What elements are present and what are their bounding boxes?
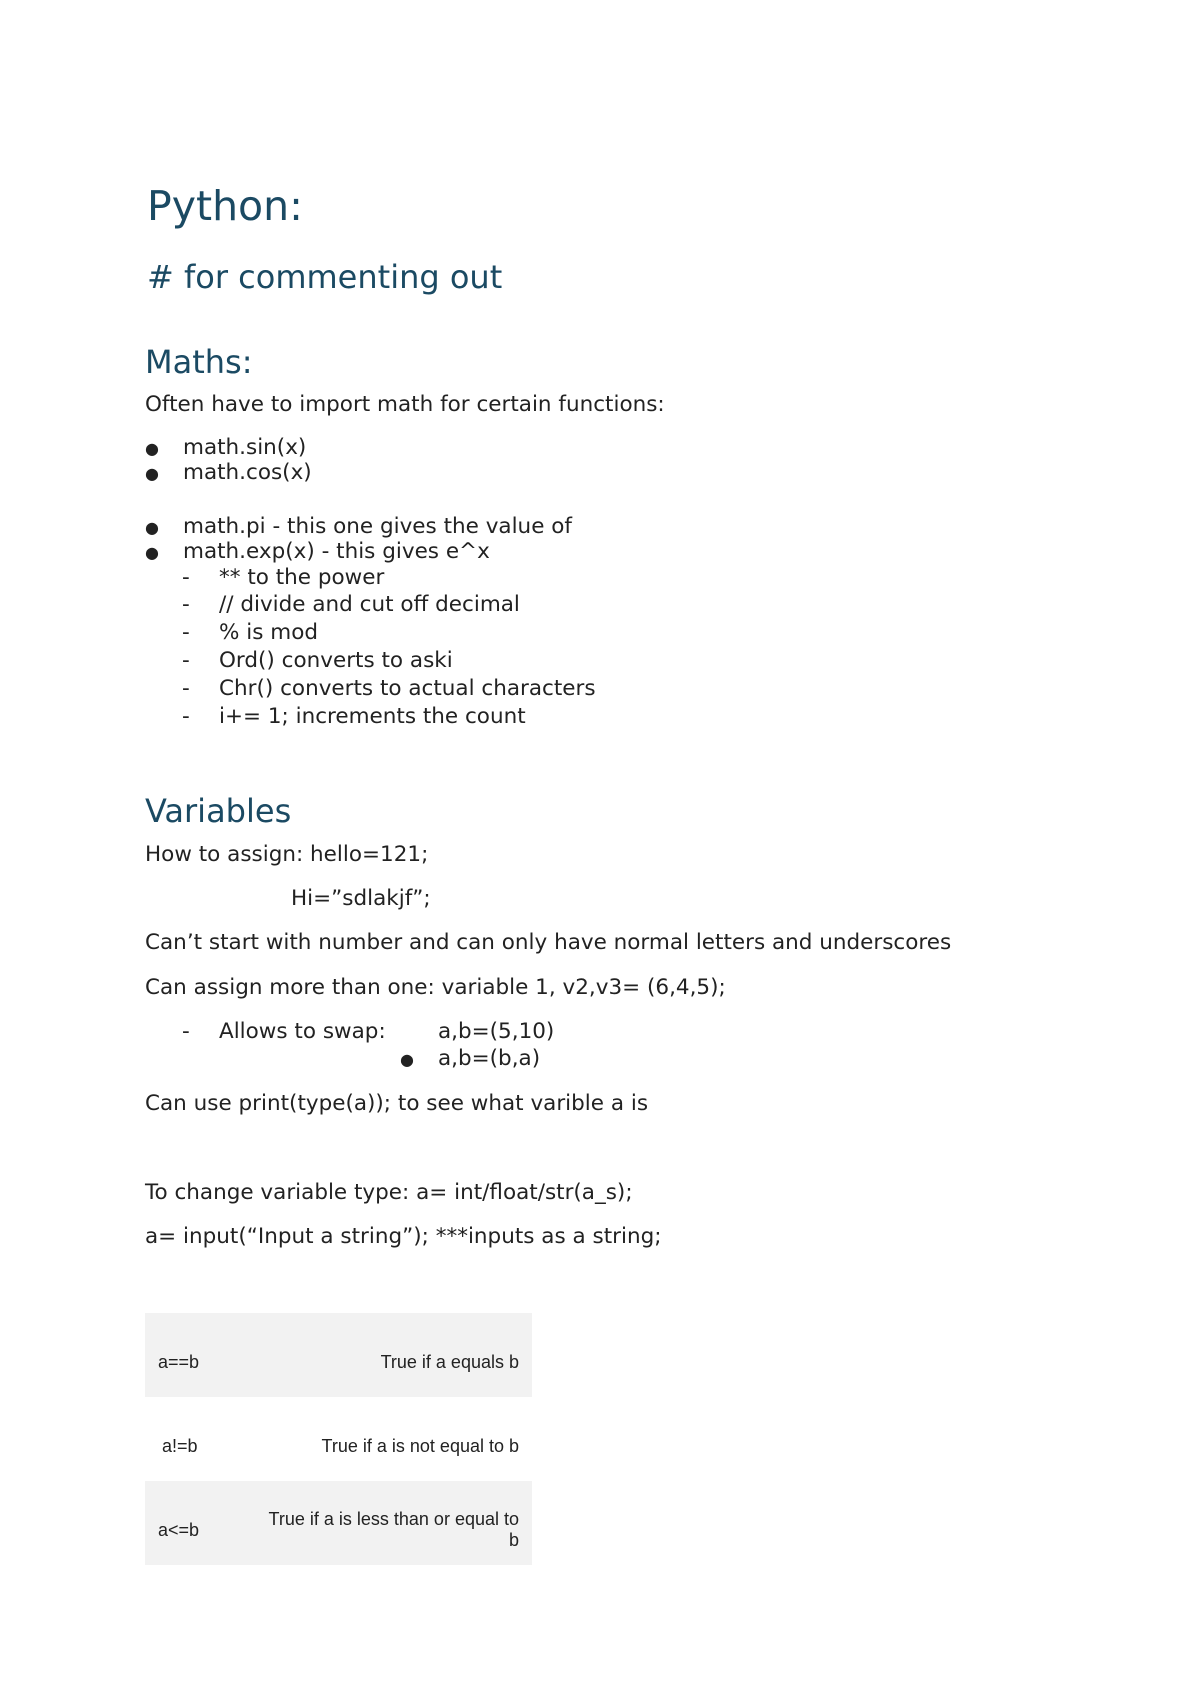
dash-marker: - xyxy=(182,565,190,590)
comparison-table xyxy=(145,1313,532,1565)
table-cell-expression: a<=b xyxy=(145,1481,245,1565)
swap-step-1: a,b=(5,10) xyxy=(438,1019,555,1044)
table-row xyxy=(145,1313,532,1397)
input-line: a= input(“Input a string”); ***inputs as a string; xyxy=(145,1224,662,1249)
assign-line-2: Hi=”sdlakjf”; xyxy=(291,886,431,911)
table-cell-expression: a!=b xyxy=(162,1435,198,1456)
bullet-icon: ● xyxy=(145,464,159,483)
list-item: math.cos(x) xyxy=(183,460,312,485)
dash-marker: - xyxy=(182,704,190,729)
multi-assign: Can assign more than one: variable 1, v2,v3= (6,4,5); xyxy=(145,975,726,1000)
list-item: math.sin(x) xyxy=(183,435,307,460)
table-row xyxy=(145,1481,532,1565)
list-item: math.exp(x) - this gives e^x xyxy=(183,539,490,564)
table-cell-description: True if a equals b xyxy=(245,1313,532,1397)
bullet-icon: ● xyxy=(400,1050,414,1069)
maths-heading: Maths: xyxy=(145,343,253,381)
variables-heading: Variables xyxy=(145,792,292,830)
bullet-icon: ● xyxy=(145,543,159,562)
dash-marker: - xyxy=(182,620,190,645)
list-item: // divide and cut off decimal xyxy=(219,592,520,617)
table-row xyxy=(145,1397,532,1481)
table-cell-description: True if a is less than or equal to b xyxy=(245,1481,532,1565)
list-item: ** to the power xyxy=(219,565,385,590)
table-cell-description: True if a is not equal to b xyxy=(321,1435,519,1456)
dash-marker: - xyxy=(182,648,190,673)
dash-marker: - xyxy=(182,592,190,617)
change-type-line: To change variable type: a= int/float/str(a_s); xyxy=(145,1180,633,1205)
comment-heading: # for commenting out xyxy=(147,258,503,296)
type-check-line: Can use print(type(a)); to see what varible a is xyxy=(145,1091,649,1116)
list-item: i+= 1; increments the count xyxy=(219,704,526,729)
list-item: % is mod xyxy=(219,620,319,645)
list-item: Ord() converts to aski xyxy=(219,648,453,673)
maths-intro: Often have to import math for certain functions: xyxy=(145,392,665,417)
bullet-icon: ● xyxy=(145,518,159,537)
list-item: Chr() converts to actual characters xyxy=(219,676,596,701)
dash-marker: - xyxy=(182,1019,190,1044)
swap-label: Allows to swap: xyxy=(219,1019,386,1044)
dash-marker: - xyxy=(182,676,190,701)
swap-step-2: a,b=(b,a) xyxy=(438,1046,541,1071)
table-cell-expression: a==b xyxy=(145,1313,245,1397)
naming-rule: Can’t start with number and can only have normal letters and underscores xyxy=(145,930,952,955)
list-item: math.pi - this one gives the value of xyxy=(183,514,572,539)
assign-line: How to assign: hello=121; xyxy=(145,842,429,867)
bullet-icon: ● xyxy=(145,439,159,458)
page-title: Python: xyxy=(147,182,303,230)
